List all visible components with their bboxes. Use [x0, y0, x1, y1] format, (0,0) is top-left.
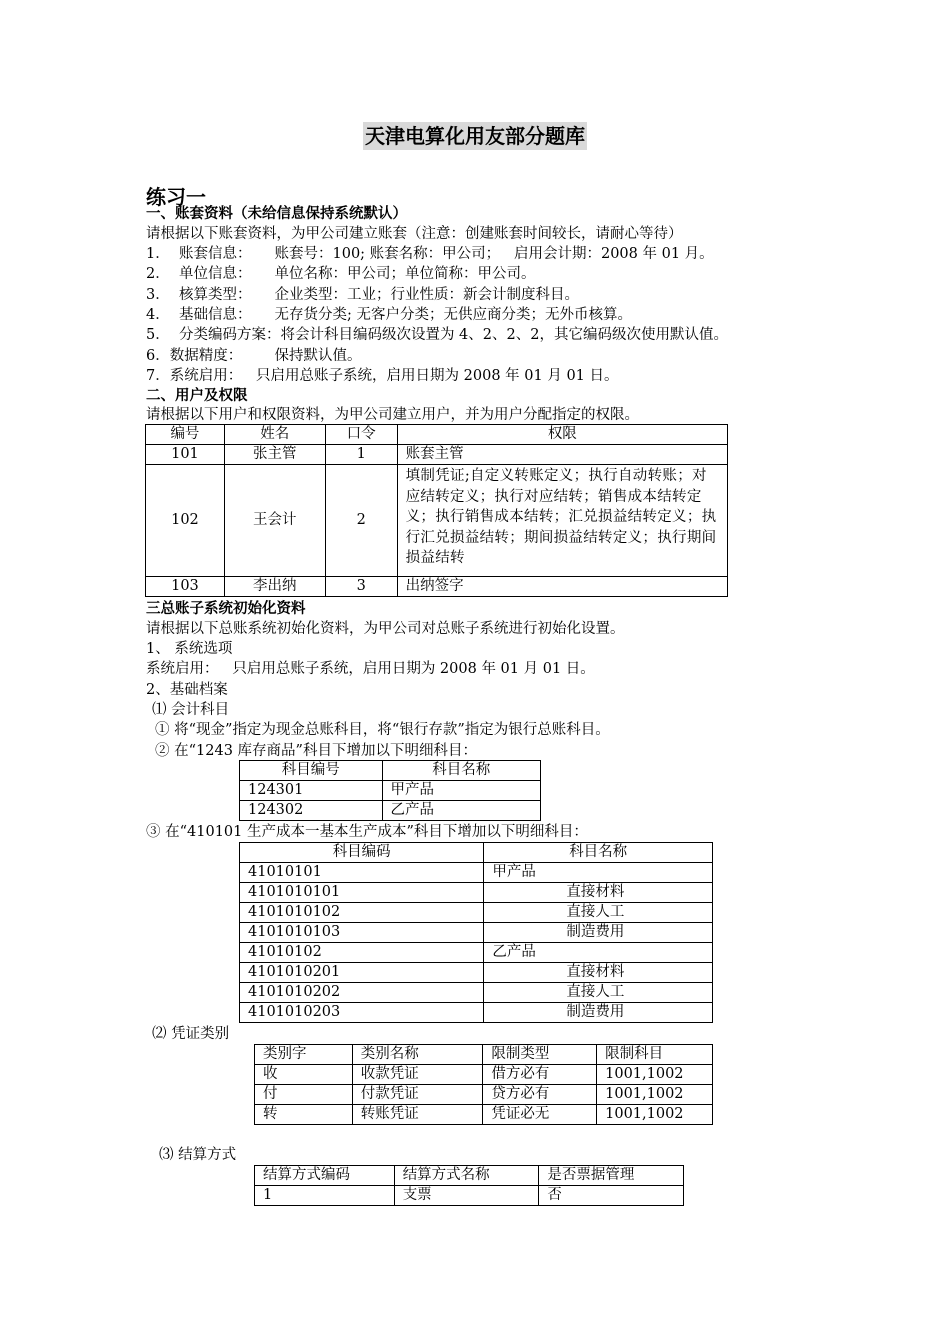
table-header-row	[255, 1166, 684, 1186]
user-permission: 填制凭证;自定义转账定义；执行自动转账；对应结转定义；执行对应结转；销售成本结转定义；执行销售成本结转；汇兑损益结转定义；执行汇兑损益结转；期间损益结转定义；执行期间损益结转	[397, 465, 727, 577]
section3-heading: 三总账子系统初始化资料	[146, 601, 306, 617]
s1-item: 1． 账套信息： 账套号：100; 账套名称：甲公司； 启用会计期：2008 年 01 月。	[146, 246, 714, 262]
basic-archive-label: 2、基础档案	[146, 682, 228, 698]
user-permission: 出纳签字	[397, 577, 727, 597]
exercise-heading: 练习一	[146, 185, 206, 209]
header-cell: 限制类型	[483, 1045, 597, 1065]
account-code: 41010101	[240, 863, 484, 883]
header-cell: 限制科目	[597, 1045, 713, 1065]
account-code: 124302	[240, 801, 383, 821]
user-password: 2	[325, 465, 397, 577]
header-cell: 类别名称	[352, 1045, 483, 1065]
header-cell: 科目编号	[240, 761, 383, 781]
section2-heading: 二、用户及权限	[146, 388, 248, 404]
acct-title: ⑴ 会计科目	[152, 702, 230, 718]
acct-step-2: ② 在“1243 库存商品”科目下增加以下明细科目：	[155, 743, 477, 759]
table-row	[146, 465, 728, 577]
user-id: 101	[146, 445, 225, 465]
table-row	[255, 1065, 713, 1085]
acct-step-3: ③ 在“410101 生产成本一基本生产成本”科目下增加以下明细科目：	[146, 824, 588, 840]
user-id: 102	[146, 465, 225, 577]
account-name: 制造费用	[484, 923, 713, 943]
header-cell: 权限	[397, 425, 727, 445]
table-row	[240, 903, 713, 923]
restrict-type: 借方必有	[483, 1065, 597, 1085]
user-id: 103	[146, 577, 225, 597]
account-code: 4101010203	[240, 1003, 484, 1023]
voucher-char: 转	[255, 1105, 353, 1125]
s1-item: 2． 单位信息： 单位名称：甲公司；单位简称：甲公司。	[146, 266, 536, 282]
section1-intro: 请根据以下账套资料，为甲公司建立账套（注意：创建账套时间较长，请耐心等待）	[146, 226, 683, 242]
table-row	[240, 781, 541, 801]
restrict-type: 贷方必有	[483, 1085, 597, 1105]
user-name: 张主管	[224, 445, 325, 465]
voucher-name: 收款凭证	[352, 1065, 483, 1085]
account-table-a	[239, 760, 541, 821]
settle-code: 1	[255, 1186, 395, 1206]
s1-item: 7．系统启用： 只启用总账子系统，启用日期为 2008 年 01 月 01 日。	[146, 368, 619, 384]
restrict-accounts: 1001,1002	[597, 1065, 713, 1085]
user-password: 1	[325, 445, 397, 465]
account-name: 直接人工	[484, 903, 713, 923]
account-code: 4101010101	[240, 883, 484, 903]
account-code: 4101010201	[240, 963, 484, 983]
table-row	[240, 883, 713, 903]
header-cell: 结算方式编码	[255, 1166, 395, 1186]
header-cell: 是否票据管理	[539, 1166, 684, 1186]
account-name: 制造费用	[484, 1003, 713, 1023]
s1-item: 5． 分类编码方案：将会计科目编码级次设置为 4、2、2、2，其它编码级次使用默认值。	[146, 327, 728, 343]
header-cell: 口令	[325, 425, 397, 445]
restrict-accounts: 1001,1002	[597, 1085, 713, 1105]
account-code: 41010102	[240, 943, 484, 963]
table-row	[146, 577, 728, 597]
account-code: 4101010103	[240, 923, 484, 943]
account-name: 乙产品	[484, 943, 713, 963]
account-name: 甲产品	[484, 863, 713, 883]
account-name: 直接人工	[484, 983, 713, 1003]
table-header-row	[146, 425, 728, 445]
table-row	[255, 1105, 713, 1125]
table-row	[240, 1003, 713, 1023]
account-code: 4101010102	[240, 903, 484, 923]
voucher-name: 付款凭证	[352, 1085, 483, 1105]
settle-title: ⑶ 结算方式	[159, 1147, 237, 1163]
account-name: 甲产品	[382, 781, 540, 801]
account-table-b	[239, 842, 713, 1023]
users-table	[145, 424, 728, 597]
voucher-name: 转账凭证	[352, 1105, 483, 1125]
header-cell: 科目名称	[484, 843, 713, 863]
section1-heading: 一、账套资料（未给信息保持系统默认）	[146, 206, 407, 222]
table-header-row	[240, 761, 541, 781]
header-cell: 结算方式名称	[394, 1166, 539, 1186]
table-row	[240, 983, 713, 1003]
user-name: 王会计	[224, 465, 325, 577]
voucher-title: ⑵ 凭证类别	[152, 1026, 230, 1042]
s1-item: 4． 基础信息： 无存货分类; 无客户分类；无供应商分类；无外币核算。	[146, 307, 632, 323]
page-title: 天津电算化用友部分题库	[365, 124, 585, 148]
header-cell: 姓名	[224, 425, 325, 445]
account-name: 直接材料	[484, 883, 713, 903]
sys-enable-text: 系统启用： 只启用总账子系统，启用日期为 2008 年 01 月 01 日。	[146, 661, 595, 677]
section3-intro: 请根据以下总账系统初始化资料，为甲公司对总账子系统进行初始化设置。	[146, 621, 625, 637]
account-code: 4101010202	[240, 983, 484, 1003]
header-cell: 科目编码	[240, 843, 484, 863]
settle-bill-mgmt: 否	[539, 1186, 684, 1206]
header-cell: 科目名称	[382, 761, 540, 781]
table-header-row	[240, 843, 713, 863]
s1-item: 3． 核算类型： 企业类型：工业；行业性质：新会计制度科目。	[146, 287, 579, 303]
voucher-table	[254, 1044, 713, 1125]
table-row	[240, 801, 541, 821]
table-row	[255, 1186, 684, 1206]
table-row	[240, 943, 713, 963]
table-row	[255, 1085, 713, 1105]
table-row	[240, 923, 713, 943]
acct-step-1: ① 将“现金”指定为现金总账科目，将“银行存款”指定为银行总账科目。	[155, 722, 610, 738]
table-header-row	[255, 1045, 713, 1065]
user-permission: 账套主管	[397, 445, 727, 465]
restrict-type: 凭证必无	[483, 1105, 597, 1125]
voucher-char: 付	[255, 1085, 353, 1105]
user-name: 李出纳	[224, 577, 325, 597]
user-password: 3	[325, 577, 397, 597]
table-row	[240, 863, 713, 883]
header-cell: 编号	[146, 425, 225, 445]
account-name: 乙产品	[382, 801, 540, 821]
account-code: 124301	[240, 781, 383, 801]
voucher-char: 收	[255, 1065, 353, 1085]
table-row	[240, 963, 713, 983]
settle-name: 支票	[394, 1186, 539, 1206]
s1-item: 6．数据精度： 保持默认值。	[146, 348, 362, 364]
table-row	[146, 445, 728, 465]
section2-intro: 请根据以下用户和权限资料，为甲公司建立用户，并为用户分配指定的权限。	[146, 407, 639, 423]
account-name: 直接材料	[484, 963, 713, 983]
header-cell: 类别字	[255, 1045, 353, 1065]
settle-table	[254, 1165, 684, 1206]
restrict-accounts: 1001,1002	[597, 1105, 713, 1125]
sys-options-label: 1、 系统选项	[146, 641, 233, 657]
